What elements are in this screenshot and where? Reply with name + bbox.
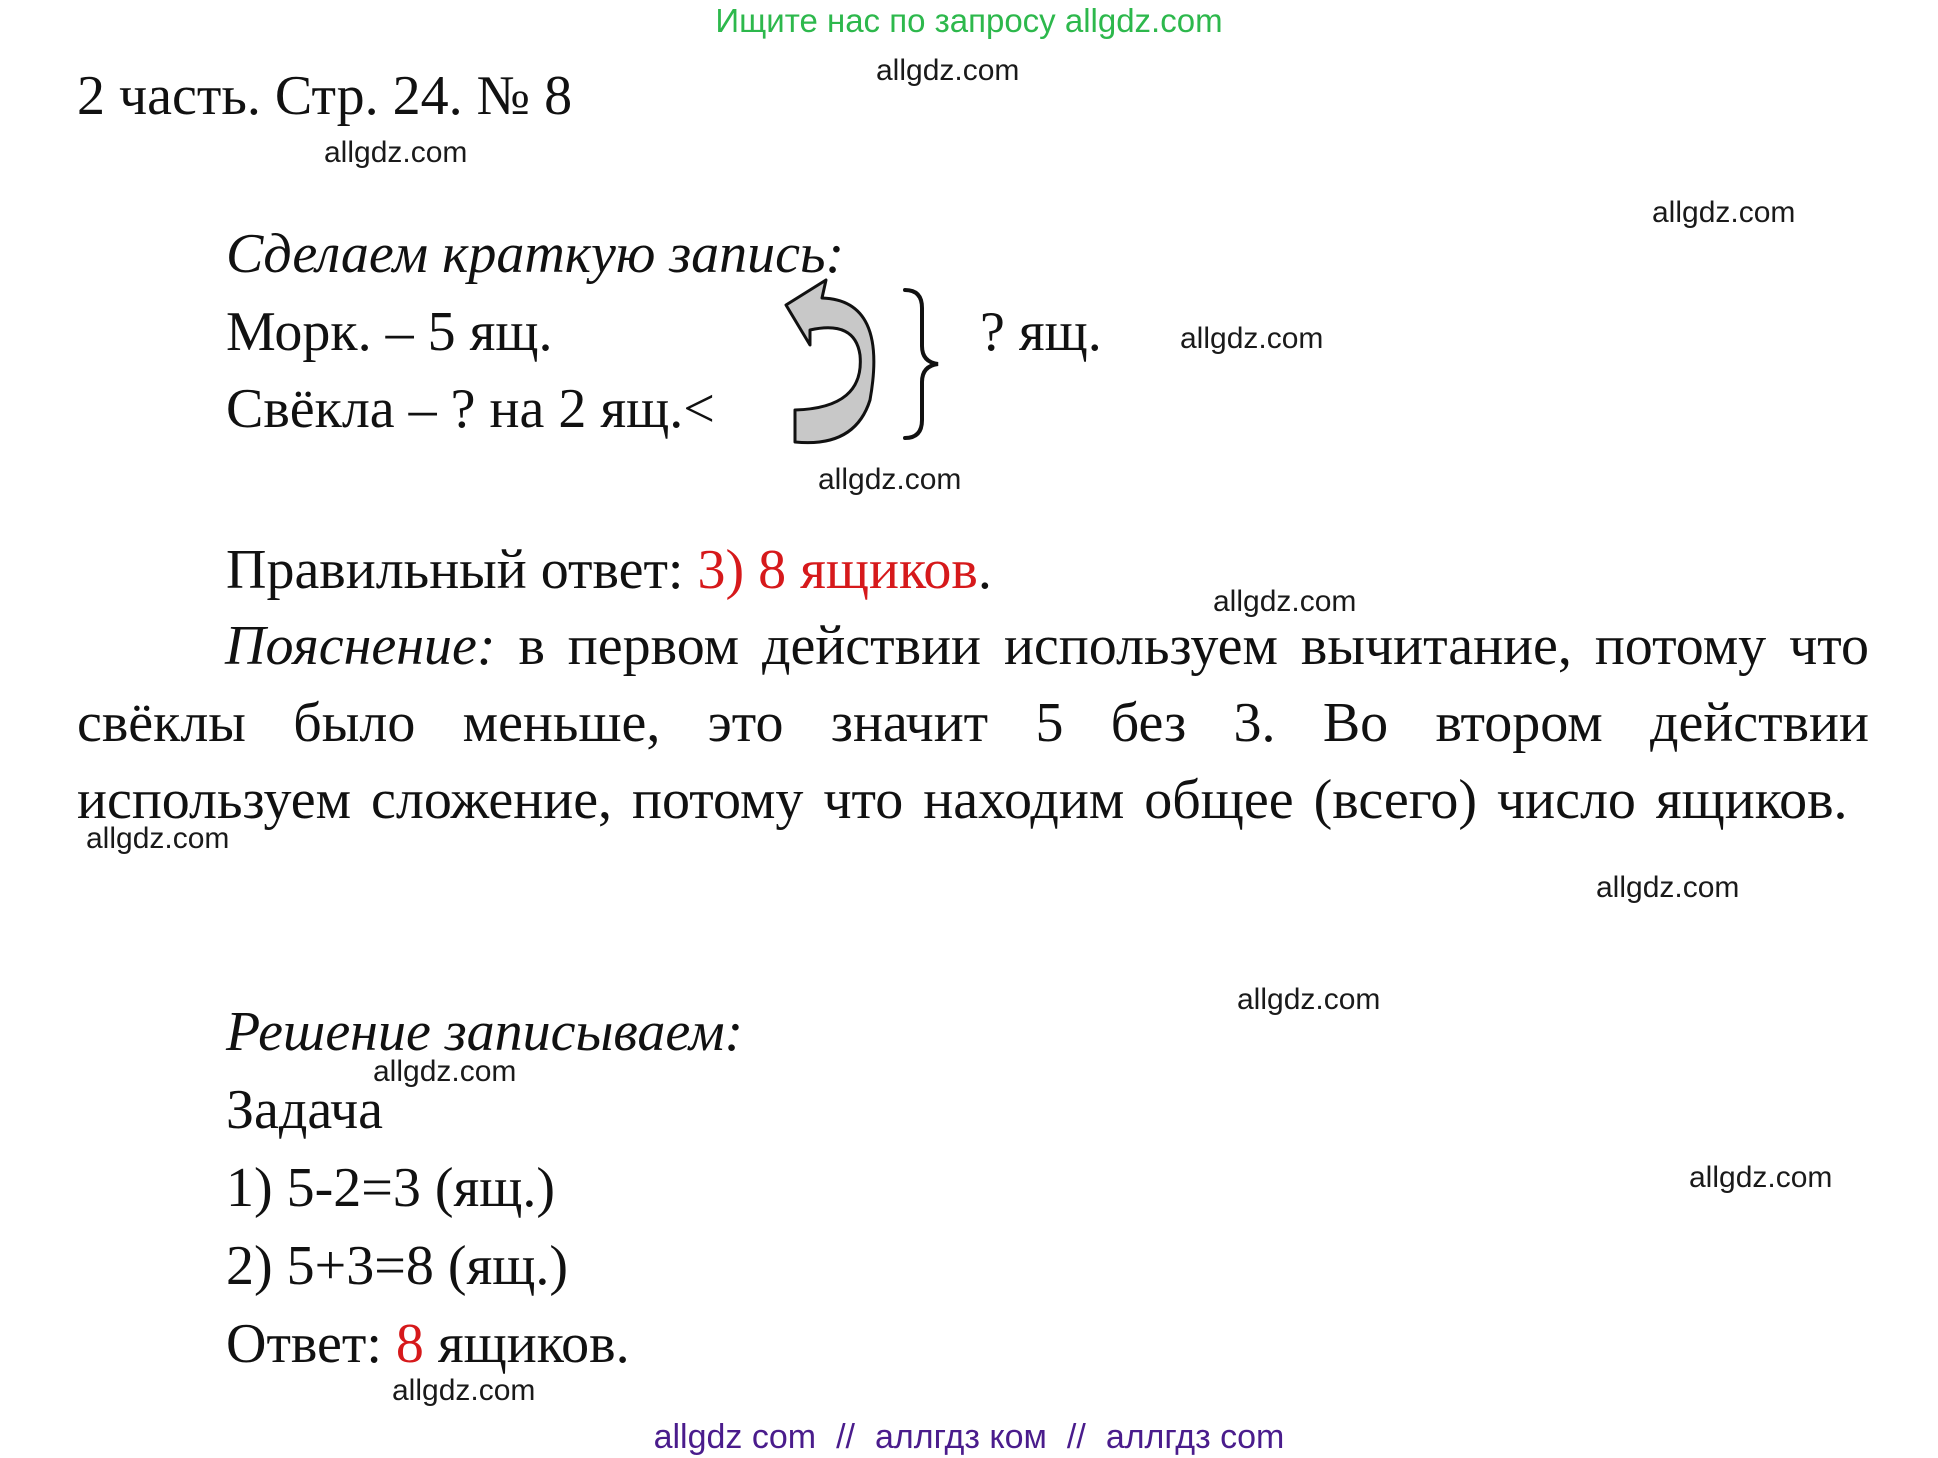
watermark: allgdz.com bbox=[1213, 585, 1357, 618]
short-note-total: ? ящ. bbox=[980, 301, 1102, 363]
explanation-paragraph bbox=[77, 608, 1869, 839]
watermark: allgdz.com bbox=[392, 1374, 536, 1407]
footer-link-3[interactable]: аллгдз com bbox=[1105, 1418, 1285, 1456]
answer-label: Правильный ответ: bbox=[226, 539, 698, 601]
page-heading: 2 часть. Стр. 24. № 8 bbox=[77, 65, 573, 127]
watermark: allgdz.com bbox=[86, 822, 230, 855]
footer-links bbox=[0, 1418, 1938, 1457]
solution-answer-rest: ящиков. bbox=[423, 1313, 630, 1375]
watermark: allgdz.com bbox=[1180, 322, 1324, 355]
answer-value: 3) 8 ящиков bbox=[697, 539, 978, 601]
solution-step-2: 2) 5+3=8 (ящ.) bbox=[226, 1235, 568, 1297]
short-note-row-beet: Свёкла – ? на 2 ящ.< bbox=[226, 378, 715, 440]
watermark: allgdz.com bbox=[373, 1055, 517, 1088]
footer-link-2[interactable]: аллгдз ком bbox=[875, 1418, 1047, 1456]
watermark: allgdz.com bbox=[876, 54, 1020, 87]
answer-end: . bbox=[977, 539, 992, 601]
curved-arrow-icon bbox=[786, 280, 874, 443]
watermark: allgdz.com bbox=[1689, 1161, 1833, 1194]
short-note-diagram bbox=[770, 270, 970, 460]
solution-title: Решение записываем: bbox=[226, 1001, 744, 1063]
short-note-title: Сделаем краткую запись: bbox=[226, 223, 845, 285]
solution-answer-value: 8 bbox=[395, 1313, 424, 1375]
explanation-text: в первом действии используем вычитание, потому что свёклы было меньше, это значит 5 без 3. Во втором действии используем сложение, потому что находим общее (всего) число ящиков. bbox=[77, 615, 1869, 831]
watermark: allgdz.com bbox=[818, 463, 962, 496]
explanation-label: Пояснение: bbox=[225, 615, 496, 677]
task-label: Задача bbox=[226, 1079, 384, 1141]
watermark: allgdz.com bbox=[1237, 983, 1381, 1016]
solution-answer bbox=[226, 1312, 630, 1376]
footer-link-1[interactable]: allgdz com bbox=[653, 1418, 817, 1456]
brace-icon bbox=[905, 290, 938, 438]
watermark: allgdz.com bbox=[324, 136, 468, 169]
watermark: allgdz.com bbox=[1596, 871, 1740, 904]
top-banner[interactable]: Ищите нас по запросу allgdz.com bbox=[715, 2, 1223, 39]
solution-answer-label: Ответ: bbox=[226, 1313, 396, 1375]
watermark: allgdz.com bbox=[1652, 196, 1796, 229]
footer-separator: // bbox=[1066, 1418, 1086, 1456]
short-note-row-carrot: Морк. – 5 ящ. bbox=[226, 301, 553, 363]
footer-separator: // bbox=[836, 1418, 856, 1456]
solution-step-1: 1) 5-2=3 (ящ.) bbox=[226, 1157, 556, 1219]
answer-line bbox=[226, 538, 992, 602]
